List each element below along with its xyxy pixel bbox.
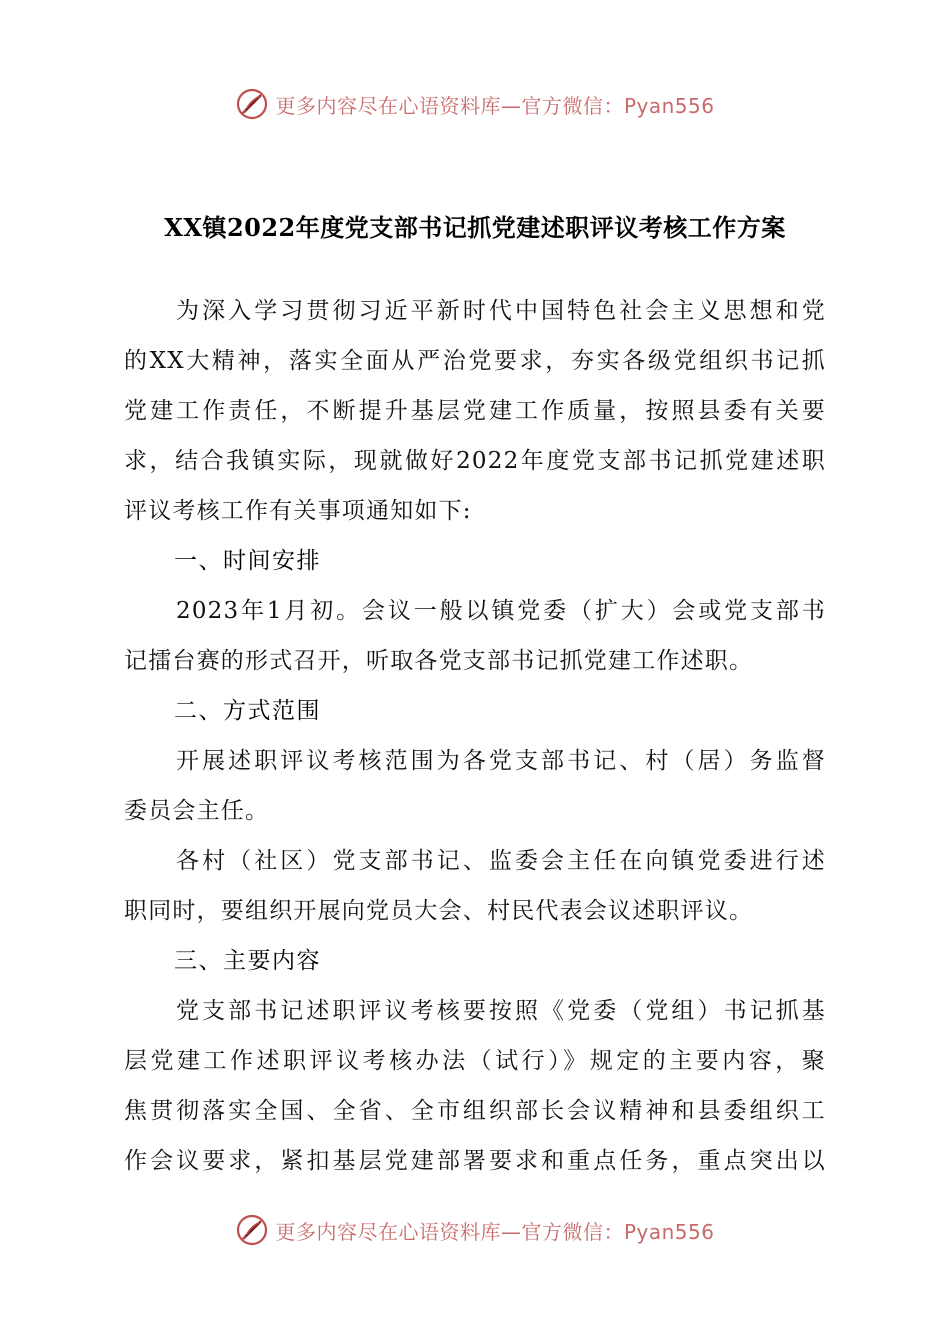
document-body <box>124 286 826 1186</box>
quill-pen-icon <box>235 1213 269 1247</box>
section-line: 党支部书记述职评议考核要按照《党委（党组）书记抓基 <box>176 998 826 1024</box>
section-line: 职同时，要组织开展向党员大会、村民代表会议述职评议。 <box>124 898 754 924</box>
intro-line: 评议考核工作有关事项通知如下: <box>124 498 472 524</box>
watermark-text: 更多内容尽在心语资料库—官方微信：Pyan556 <box>275 1219 715 1244</box>
intro-line: 为深入学习贯彻习近平新时代中国特色社会主义思想和党 <box>176 298 826 324</box>
quill-pen-icon <box>235 87 269 121</box>
document-title: XX镇2022年度党支部书记抓党建述职评议考核工作方案 <box>164 213 786 242</box>
footer-watermark <box>0 1210 950 1250</box>
intro-line: 的XX大精神，落实全面从严治党要求，夯实各级党组织书记抓 <box>124 348 826 374</box>
intro-line: 党建工作责任，不断提升基层党建工作质量，按照县委有关要 <box>124 398 826 424</box>
section-heading-schedule: 一、时间安排 <box>174 548 321 574</box>
section-line: 作会议要求，紧扣基层党建部署要求和重点任务，重点突出以 <box>124 1148 826 1174</box>
intro-line: 求，结合我镇实际，现就做好2022年度党支部书记抓党建述职 <box>124 448 826 474</box>
watermark-text: 更多内容尽在心语资料库—官方微信：Pyan556 <box>275 93 715 118</box>
section-line: 层党建工作述职评议考核办法（试行）》规定的主要内容，聚 <box>124 1048 826 1074</box>
section-heading-content: 三、主要内容 <box>174 948 321 974</box>
header-watermark <box>0 84 950 124</box>
section-line: 焦贯彻落实全国、全省、全市组织部长会议精神和县委组织工 <box>124 1098 826 1124</box>
section-line: 记擂台赛的形式召开，听取各党支部书记抓党建工作述职。 <box>124 648 754 674</box>
section-line: 开展述职评议考核范围为各党支部书记、村（居）务监督 <box>176 748 826 774</box>
section-line: 2023年1月初。会议一般以镇党委（扩大）会或党支部书 <box>176 598 826 624</box>
section-heading-scope: 二、方式范围 <box>174 698 321 724</box>
section-line: 委员会主任。 <box>124 798 270 824</box>
section-line: 各村（社区）党支部书记、监委会主任在向镇党委进行述 <box>176 848 826 874</box>
